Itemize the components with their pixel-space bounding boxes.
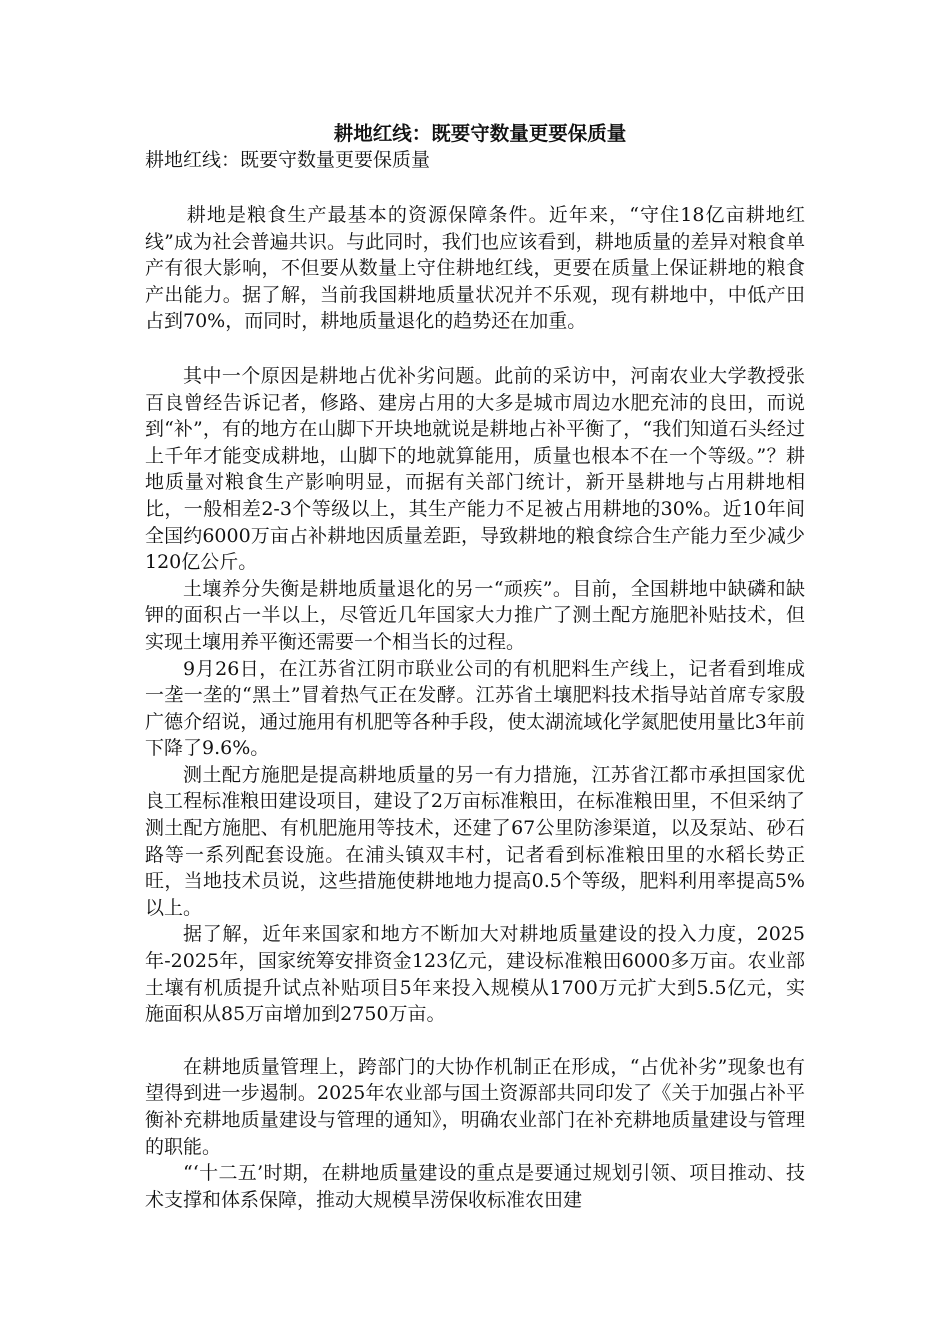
paragraph-spacer <box>145 335 805 363</box>
paragraph-6: 据了解，近年来国家和地方不断加大对耕地质量建设的投入力度，2025年-2025年，国家统筹安排资金123亿元，建设标准粮田6000多万亩。农业部土壤有机质提升试点补贴项目5年来投入规模从1700万元扩大到5.5亿元，实施面积从85万亩增加到2750万亩。 <box>145 923 805 1026</box>
paragraph-5: 测土配方施肥是提高耕地质量的另一有力措施，江苏省江都市承担国家优良工程标准粮田建设项目，建设了2万亩标准粮田，在标准粮田里，不但采纳了测土配方施肥、有机肥施用等技术，还建了67公里防渗渠道，以及泵站、砂石路等一系列配套设施。在浦头镇双丰村，记者看到标准粮田里的水稻长势正旺，当地技术员说，这些措施使耕地地力提高0.5个等级，肥料利用率提高5%以上。 <box>145 763 805 919</box>
document-title: 耕地红线：既要守数量更要保质量 <box>333 122 627 145</box>
paragraph-3: 土壤养分失衡是耕地质量退化的另一“顽疾”。目前，全国耕地中缺磷和缺钾的面积占一半以上，尽管近几年国家大力推广了测土配方施肥补贴技术，但实现土壤用养平衡还需要一个相当长的过程。 <box>145 577 805 653</box>
document-subtitle: 耕地红线：既要守数量更要保质量 <box>145 149 431 171</box>
paragraph-spacer <box>145 1028 805 1054</box>
paragraph-1: 耕地是粮食生产最基本的资源保障条件。近年来，“守住18亿亩耕地红线”成为社会普遍共识。与此同时，我们也应该看到，耕地质量的差异对粮食单产有很大影响，不但要从数量上守住耕地红线，更要在质量上保证耕地的粮食产出能力。据了解，当前我国耕地质量状况并不乐观，现有耕地中，中低产田占到70%，而同时，耕地质量退化的趋势还在加重。 <box>145 204 805 333</box>
paragraph-4: 9月26日，在江苏省江阴市联业公司的有机肥料生产线上，记者看到堆成一垄一垄的“黑土”冒着热气正在发酵。江苏省土壤肥料技术指导站首席专家殷广德介绍说，通过施用有机肥等各种手段，使太湖流域化学氮肥使用量比3年前下降了9.6%。 <box>145 657 805 760</box>
paragraph-8: “‘十二五’时期，在耕地质量建设的重点是要通过规划引领、项目推动、技术支撑和体系保障，推动大规模旱涝保收标准农田建 <box>145 1162 805 1211</box>
document-page <box>145 120 805 1213</box>
paragraph-spacer <box>145 174 805 202</box>
paragraph-7: 在耕地质量管理上，跨部门的大协作机制正在形成，“占优补劣”现象也有望得到进一步遏制。2025年农业部与国土资源部共同印发了《关于加强占补平衡补充耕地质量建设与管理的通知》，明确农业部门在补充耕地质量建设与管理的职能。 <box>145 1055 805 1158</box>
paragraph-2: 其中一个原因是耕地占优补劣问题。此前的采访中，河南农业大学教授张百良曾经告诉记者，修路、建房占用的大多是城市周边水肥充沛的良田，而说到“补”，有的地方在山脚下开块地就说是耕地占补平衡了，“我们知道石头经过上千年才能变成耕地，山脚下的地就算能用，质量也根本不在一个等级。”？耕地质量对粮食生产影响明显，而据有关部门统计，新开垦耕地与占用耕地相比，一般相差2-3个等级以上，其生产能力不足被占用耕地的30%。近10年间全国约6000万亩占补耕地因质量差距，导致耕地的粮食综合生产能力至少减少120亿公斤。 <box>145 364 805 574</box>
